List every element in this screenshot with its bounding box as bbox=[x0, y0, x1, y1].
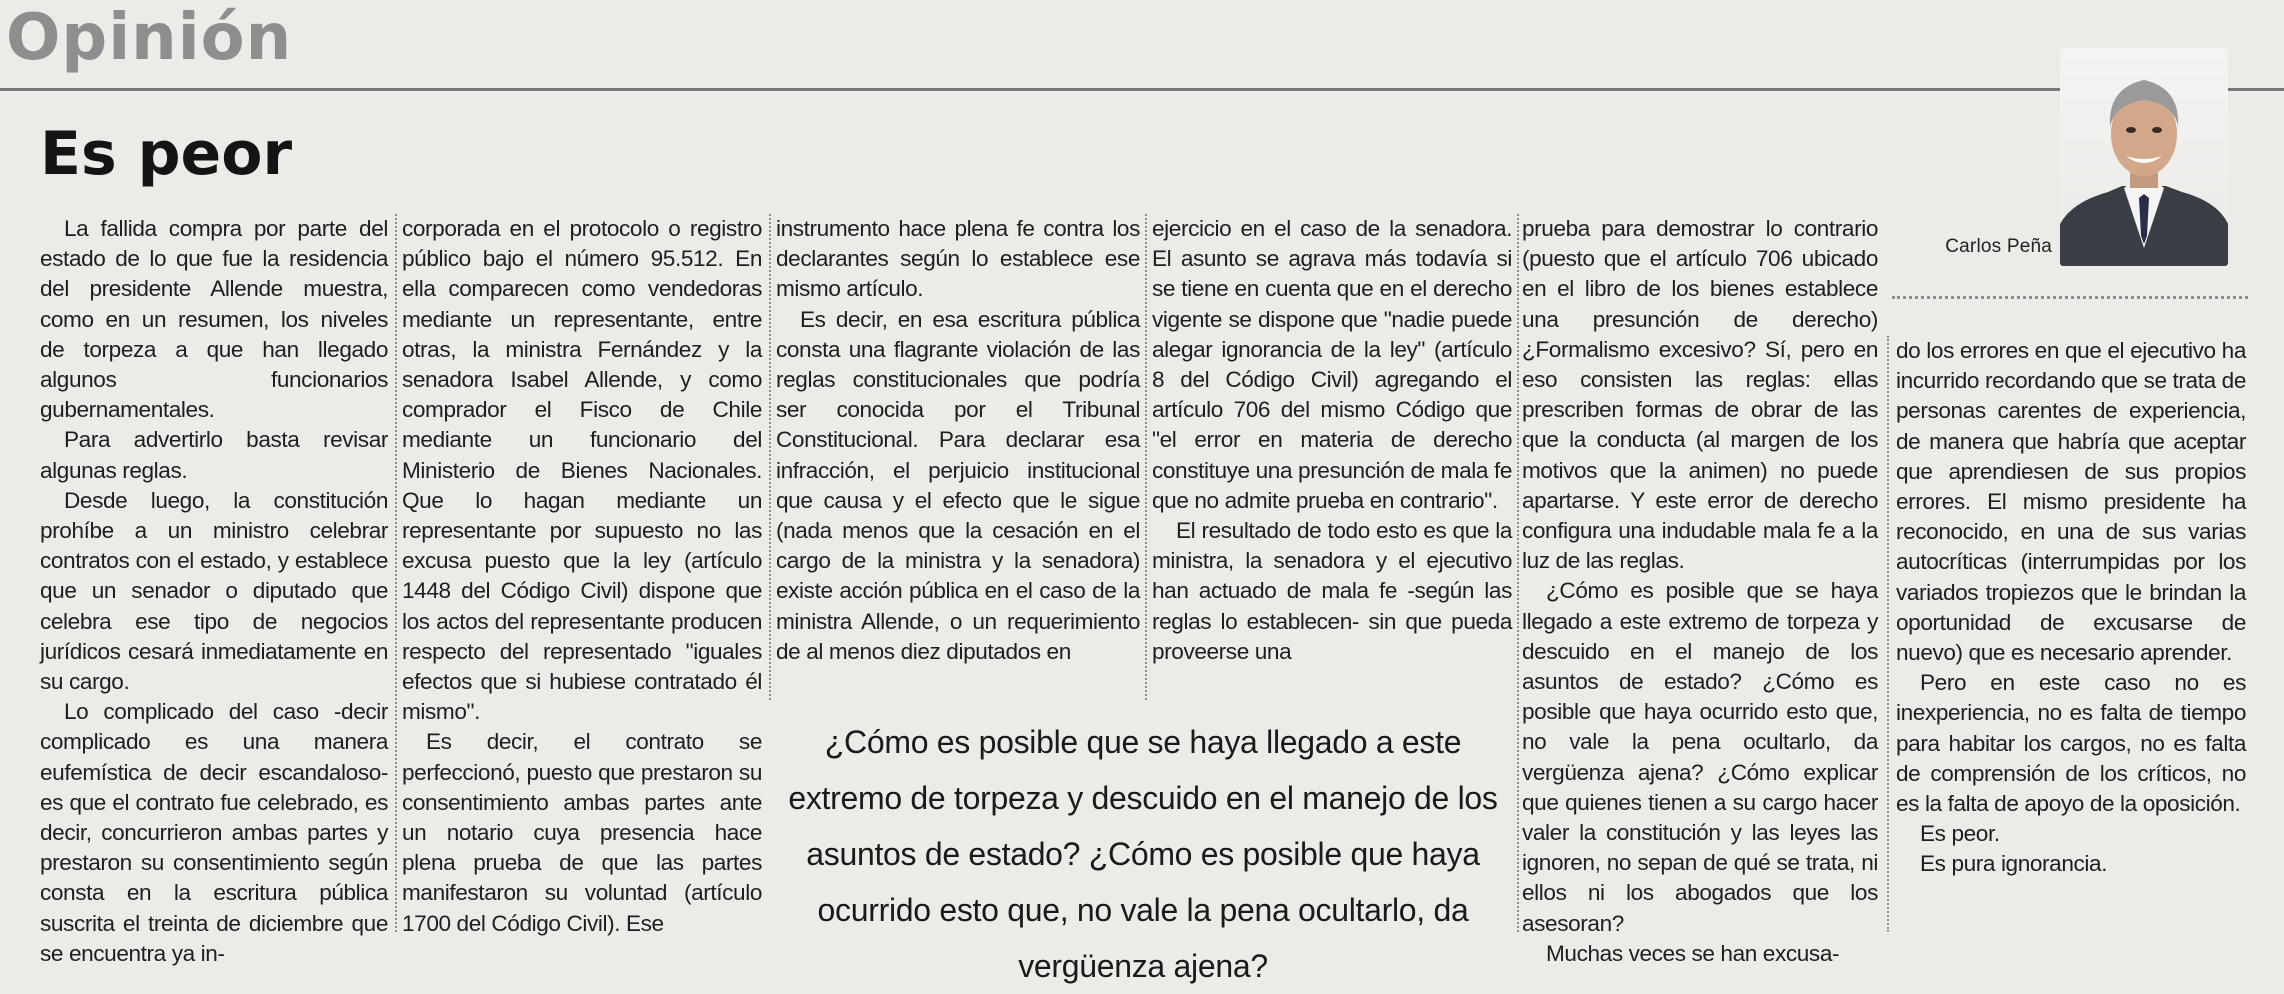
headline: Es peor bbox=[40, 119, 293, 189]
author-name: Carlos Peña bbox=[1945, 236, 2052, 257]
column-divider bbox=[1887, 336, 1889, 932]
paragraph: corporada en el protocolo o registro público bajo el número 95.512. En ella comparecen como vendedoras mediante un representante, entre otras, la ministra Fernández y la senadora Isabel Allende, y como comprador el Fisco de Chile mediante un funcionario del Ministerio de Bienes Nacionales. Que lo hagan mediante un representante por supuesto no las excusa puesto que la ley (artículo 1448 del Código Civil) dispone que los actos del representante producen respecto del representado "iguales efectos que si hubiese contratado él mismo". bbox=[402, 216, 762, 725]
column-divider bbox=[1517, 214, 1519, 932]
author-divider bbox=[1892, 296, 2248, 299]
article-column-5 bbox=[1522, 214, 1878, 969]
paragraph: prueba para demostrar lo contrario (puesto que el artículo 706 ubicado en el libro de los bienes establece una presunción de derecho) ¿Formalismo excesivo? Sí, pero en eso consisten las reglas: ellas prescriben formas de obrar de las que la conducta (al margen de los motivos que la animen) no puede apartarse. Y este error de derecho configura una indudable mala fe a la luz de las reglas. bbox=[1522, 216, 1878, 574]
article-column-2 bbox=[402, 214, 762, 939]
paragraph: ejercicio en el caso de la senadora. El asunto se agrava más todavía si se tiene en cuenta que en el derecho vigente se dispone que "nadie puede alegar ignorancia de la ley" (artículo 8 del Código Civil) agregando el artículo 706 del mismo Código que "el error en materia de derecho constituye una presunción de mala fe que no admite prueba en contrario". bbox=[1152, 216, 1512, 513]
paragraph: Es decir, en esa escritura pública consta una flagrante violación de las reglas constitucionales que podría ser conocida por el Tribunal Constitucional. Para declarar esa infracción, el perjuicio institucional que causa y el efecto que le sigue (nada menos que la cesación en el cargo de la ministra y la senadora) existe acción pública en el caso de la ministra Allende, o un requerimiento de al menos diez diputados en bbox=[776, 306, 1140, 664]
author-photo bbox=[2060, 48, 2228, 266]
article-column-3 bbox=[776, 214, 1140, 667]
paragraph: Muchas veces se han excusa- bbox=[1546, 940, 1840, 966]
column-divider bbox=[1145, 214, 1147, 700]
column-divider bbox=[769, 214, 771, 700]
paragraph: La fallida compra por parte del estado de lo que fue la residencia del presidente Allende muestra, como en un resumen, los niveles de torpeza a que han llegado algunos funcionarios gubernamentales. bbox=[40, 216, 388, 423]
article-column-1 bbox=[40, 214, 388, 969]
paragraph: Lo complicado del caso -decir complicado es una manera eufemística de decir escandaloso- es que el contrato fue celebrado, es decir, concurrieron ambas partes y prestaron su consentimiento según consta en la escritura pública suscrita el treinta de diciembre que se encuentra ya in- bbox=[40, 699, 388, 966]
article-column-4 bbox=[1152, 214, 1512, 667]
paragraph: ¿Cómo es posible que se haya llegado a este extremo de torpeza y descuido en el manejo de los asuntos de estado? ¿Cómo es posible que haya ocurrido esto que, no vale la pena ocultarlo, da vergüenza ajena? ¿Cómo explicar que quienes tienen a su cargo hacer valer la constitución y las leyes las ignoren, no sepan de qué se trata, ni ellos ni los abogados que los asesoran? bbox=[1522, 578, 1878, 936]
column-divider bbox=[395, 214, 397, 932]
author-portrait-icon bbox=[2060, 48, 2228, 266]
section-title: Opinión bbox=[6, 1, 293, 75]
paragraph: instrumento hace plena fe contra los declarantes según lo establece ese mismo artículo. bbox=[776, 216, 1140, 302]
paragraph: Es pura ignorancia. bbox=[1920, 851, 2108, 877]
pull-quote: ¿Cómo es posible que se haya llegado a este extremo de torpeza y descuido en el manejo de los asuntos de estado? ¿Cómo es posible que haya ocurrido esto que, no vale la pena ocultarlo, da vergüenza ajena? bbox=[788, 724, 1498, 984]
paragraph: Es peor. bbox=[1920, 821, 2000, 847]
paragraph: Desde luego, la constitución prohíbe a un ministro celebrar contratos con el estado, y establece que un senador o diputado que celebra ese tipo de negocios jurídicos cesará inmediatamente en su cargo. bbox=[40, 487, 388, 695]
header-rule bbox=[0, 88, 2284, 91]
paragraph: do los errores en que el ejecutivo ha incurrido recordando que se trata de personas carentes de experiencia, de manera que habría que aceptar que aprendiesen de sus propios errores. El mismo presidente ha reconocido, en una de sus varias autocríticas (interrumpidas por los variados tropiezos que le brindan la oportunidad de excusarse de nuevo) que es necesario aprender. bbox=[1896, 338, 2246, 666]
paragraph: Es decir, el contrato se perfeccionó, puesto que prestaron su consentimiento ambas partes ante un notario cuya presencia hace plena prueba de que las partes manifestaron su voluntad (artículo 1700 del Código Civil). Ese bbox=[402, 729, 762, 936]
paragraph: El resultado de todo esto es que la ministra, la senadora y el ejecutivo han actuado de mala fe -según las reglas lo establecen- sin que pueda proveerse una bbox=[1152, 518, 1512, 664]
article-column-6 bbox=[1896, 336, 2246, 880]
paragraph: Para advertirlo basta revisar algunas reglas. bbox=[40, 427, 388, 483]
paragraph: Pero en este caso no es inexperiencia, no es falta de tiempo para habitar los cargos, no es falta de comprensión de los críticos, no es la falta de apoyo de la oposición. bbox=[1896, 670, 2246, 817]
